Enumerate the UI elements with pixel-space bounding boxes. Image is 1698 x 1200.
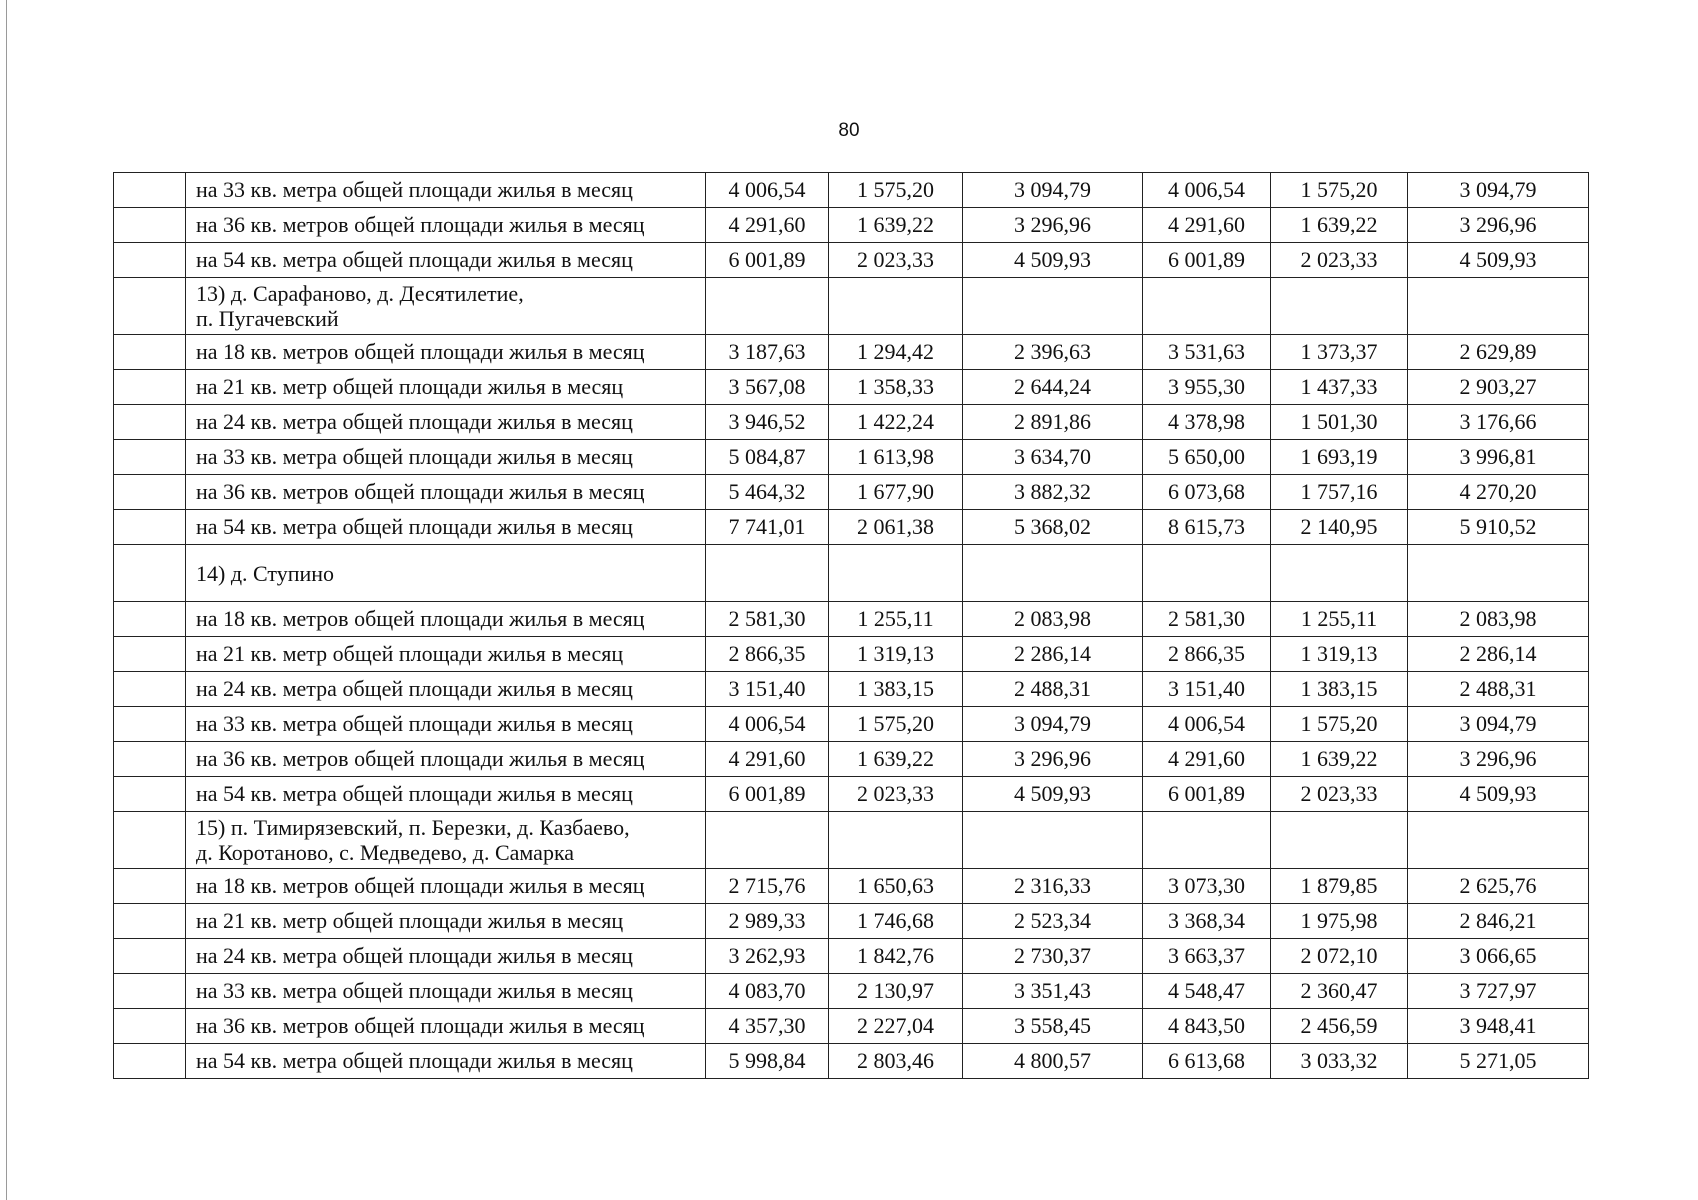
value-cell: 2 023,33	[829, 777, 963, 812]
value-cell: 3 066,65	[1408, 939, 1589, 974]
table-row	[114, 672, 1589, 707]
value-cell: 4 509,93	[963, 243, 1143, 278]
value-cell: 1 975,98	[1271, 904, 1408, 939]
value-cell: 6 001,89	[706, 777, 829, 812]
value-cell: 2 730,37	[963, 939, 1143, 974]
value-cell: 2 072,10	[1271, 939, 1408, 974]
row-index-cell	[114, 812, 186, 869]
value-cell: 3 094,79	[963, 707, 1143, 742]
tariff-table	[113, 172, 1589, 1079]
value-cell: 3 946,52	[706, 405, 829, 440]
section-title-line: 15) п. Тимирязевский, п. Березки, д. Казбаево,	[196, 815, 630, 840]
value-cell: 1 383,15	[1271, 672, 1408, 707]
scan-edge-line	[6, 0, 7, 1200]
row-label: на 24 кв. метра общей площади жилья в месяц	[186, 672, 706, 707]
table-row	[114, 173, 1589, 208]
value-cell: 4 006,54	[706, 173, 829, 208]
value-cell: 2 644,24	[963, 370, 1143, 405]
value-cell: 1 422,24	[829, 405, 963, 440]
value-cell: 4 843,50	[1143, 1009, 1271, 1044]
value-cell: 1 639,22	[1271, 742, 1408, 777]
value-cell: 4 378,98	[1143, 405, 1271, 440]
value-cell: 2 846,21	[1408, 904, 1589, 939]
value-cell: 2 715,76	[706, 869, 829, 904]
table-row	[114, 602, 1589, 637]
row-label: на 54 кв. метра общей площади жилья в месяц	[186, 243, 706, 278]
table-row	[114, 777, 1589, 812]
value-cell: 1 879,85	[1271, 869, 1408, 904]
value-cell: 1 575,20	[829, 173, 963, 208]
section-title-line: п. Пугачевский	[196, 306, 339, 331]
row-label: на 36 кв. метров общей площади жилья в месяц	[186, 475, 706, 510]
empty-value-cell	[1143, 545, 1271, 602]
value-cell: 4 800,57	[963, 1044, 1143, 1079]
row-index-cell	[114, 637, 186, 672]
value-cell: 2 316,33	[963, 869, 1143, 904]
value-cell: 1 757,16	[1271, 475, 1408, 510]
section-title-cell	[186, 545, 706, 602]
value-cell: 8 615,73	[1143, 510, 1271, 545]
value-cell: 3 151,40	[1143, 672, 1271, 707]
empty-value-cell	[829, 812, 963, 869]
value-cell: 6 001,89	[1143, 243, 1271, 278]
value-cell: 2 130,97	[829, 974, 963, 1009]
value-cell: 2 083,98	[1408, 602, 1589, 637]
table-row	[114, 370, 1589, 405]
empty-value-cell	[963, 545, 1143, 602]
row-index-cell	[114, 974, 186, 1009]
table-row	[114, 510, 1589, 545]
value-cell: 1 639,22	[1271, 208, 1408, 243]
value-cell: 4 509,93	[1408, 243, 1589, 278]
empty-value-cell	[1271, 545, 1408, 602]
value-cell: 3 351,43	[963, 974, 1143, 1009]
empty-value-cell	[706, 545, 829, 602]
row-index-cell	[114, 335, 186, 370]
value-cell: 2 866,35	[1143, 637, 1271, 672]
table-row	[114, 1044, 1589, 1079]
value-cell: 3 296,96	[963, 742, 1143, 777]
section-title-cell	[186, 278, 706, 335]
value-cell: 4 006,54	[706, 707, 829, 742]
empty-value-cell	[706, 812, 829, 869]
row-label: на 36 кв. метров общей площади жилья в месяц	[186, 1009, 706, 1044]
row-index-cell	[114, 243, 186, 278]
empty-value-cell	[706, 278, 829, 335]
value-cell: 2 629,89	[1408, 335, 1589, 370]
section-header-row	[114, 278, 1589, 335]
row-index-cell	[114, 777, 186, 812]
tariff-table-body	[114, 173, 1589, 1079]
section-title-line: 13) д. Сарафаново, д. Десятилетие,	[196, 281, 524, 306]
value-cell: 3 033,32	[1271, 1044, 1408, 1079]
value-cell: 4 291,60	[1143, 208, 1271, 243]
row-index-cell	[114, 1009, 186, 1044]
row-label: на 21 кв. метр общей площади жилья в месяц	[186, 370, 706, 405]
row-index-cell	[114, 869, 186, 904]
value-cell: 3 094,79	[963, 173, 1143, 208]
value-cell: 3 948,41	[1408, 1009, 1589, 1044]
value-cell: 3 634,70	[963, 440, 1143, 475]
value-cell: 1 501,30	[1271, 405, 1408, 440]
value-cell: 6 073,68	[1143, 475, 1271, 510]
value-cell: 2 581,30	[1143, 602, 1271, 637]
value-cell: 4 291,60	[1143, 742, 1271, 777]
value-cell: 2 456,59	[1271, 1009, 1408, 1044]
value-cell: 2 488,31	[963, 672, 1143, 707]
value-cell: 4 270,20	[1408, 475, 1589, 510]
value-cell: 1 319,13	[1271, 637, 1408, 672]
empty-value-cell	[1143, 278, 1271, 335]
section-title-line: д. Коротаново, с. Медведево, д. Самарка	[196, 840, 575, 865]
value-cell: 1 319,13	[829, 637, 963, 672]
value-cell: 3 151,40	[706, 672, 829, 707]
row-label: на 33 кв. метра общей площади жилья в месяц	[186, 974, 706, 1009]
empty-value-cell	[1408, 278, 1589, 335]
table-row	[114, 335, 1589, 370]
value-cell: 2 625,76	[1408, 869, 1589, 904]
value-cell: 2 140,95	[1271, 510, 1408, 545]
value-cell: 1 693,19	[1271, 440, 1408, 475]
value-cell: 2 803,46	[829, 1044, 963, 1079]
value-cell: 3 567,08	[706, 370, 829, 405]
value-cell: 2 396,63	[963, 335, 1143, 370]
value-cell: 3 882,32	[963, 475, 1143, 510]
value-cell: 4 006,54	[1143, 707, 1271, 742]
value-cell: 2 581,30	[706, 602, 829, 637]
value-cell: 4 357,30	[706, 1009, 829, 1044]
value-cell: 5 910,52	[1408, 510, 1589, 545]
value-cell: 1 294,42	[829, 335, 963, 370]
value-cell: 2 488,31	[1408, 672, 1589, 707]
value-cell: 3 094,79	[1408, 173, 1589, 208]
table-row	[114, 440, 1589, 475]
table-row	[114, 475, 1589, 510]
row-index-cell	[114, 602, 186, 637]
value-cell: 4 509,93	[1408, 777, 1589, 812]
value-cell: 3 262,93	[706, 939, 829, 974]
value-cell: 1 746,68	[829, 904, 963, 939]
row-index-cell	[114, 510, 186, 545]
table-row	[114, 405, 1589, 440]
value-cell: 4 291,60	[706, 208, 829, 243]
row-label: на 54 кв. метра общей площади жилья в месяц	[186, 1044, 706, 1079]
value-cell: 2 061,38	[829, 510, 963, 545]
row-index-cell	[114, 440, 186, 475]
table-row	[114, 208, 1589, 243]
table-row	[114, 1009, 1589, 1044]
value-cell: 1 437,33	[1271, 370, 1408, 405]
value-cell: 2 523,34	[963, 904, 1143, 939]
empty-value-cell	[1271, 278, 1408, 335]
value-cell: 1 575,20	[1271, 173, 1408, 208]
value-cell: 1 358,33	[829, 370, 963, 405]
value-cell: 1 255,11	[829, 602, 963, 637]
value-cell: 2 989,33	[706, 904, 829, 939]
value-cell: 3 368,34	[1143, 904, 1271, 939]
row-label: на 18 кв. метров общей площади жилья в месяц	[186, 602, 706, 637]
value-cell: 3 073,30	[1143, 869, 1271, 904]
value-cell: 2 891,86	[963, 405, 1143, 440]
row-index-cell	[114, 672, 186, 707]
value-cell: 3 955,30	[1143, 370, 1271, 405]
value-cell: 2 866,35	[706, 637, 829, 672]
value-cell: 5 271,05	[1408, 1044, 1589, 1079]
row-label: на 33 кв. метра общей площади жилья в месяц	[186, 173, 706, 208]
row-index-cell	[114, 405, 186, 440]
value-cell: 1 575,20	[829, 707, 963, 742]
table-row	[114, 637, 1589, 672]
row-index-cell	[114, 208, 186, 243]
value-cell: 3 727,97	[1408, 974, 1589, 1009]
value-cell: 2 286,14	[1408, 637, 1589, 672]
row-label: на 18 кв. метров общей площади жилья в месяц	[186, 869, 706, 904]
row-label: на 21 кв. метр общей площади жилья в месяц	[186, 904, 706, 939]
value-cell: 1 383,15	[829, 672, 963, 707]
row-label: на 33 кв. метра общей площади жилья в месяц	[186, 440, 706, 475]
value-cell: 2 227,04	[829, 1009, 963, 1044]
empty-value-cell	[1271, 812, 1408, 869]
value-cell: 6 001,89	[1143, 777, 1271, 812]
row-label: на 36 кв. метров общей площади жилья в месяц	[186, 208, 706, 243]
empty-value-cell	[963, 812, 1143, 869]
value-cell: 5 464,32	[706, 475, 829, 510]
value-cell: 2 360,47	[1271, 974, 1408, 1009]
value-cell: 3 187,63	[706, 335, 829, 370]
row-index-cell	[114, 278, 186, 335]
row-label: на 24 кв. метра общей площади жилья в месяц	[186, 939, 706, 974]
value-cell: 1 677,90	[829, 475, 963, 510]
value-cell: 5 998,84	[706, 1044, 829, 1079]
value-cell: 1 255,11	[1271, 602, 1408, 637]
row-label: на 21 кв. метр общей площади жилья в месяц	[186, 637, 706, 672]
value-cell: 2 903,27	[1408, 370, 1589, 405]
row-label: на 18 кв. метров общей площади жилья в месяц	[186, 335, 706, 370]
value-cell: 4 548,47	[1143, 974, 1271, 1009]
empty-value-cell	[1143, 812, 1271, 869]
row-index-cell	[114, 939, 186, 974]
value-cell: 1 650,63	[829, 869, 963, 904]
value-cell: 4 006,54	[1143, 173, 1271, 208]
value-cell: 5 368,02	[963, 510, 1143, 545]
row-label: на 24 кв. метра общей площади жилья в месяц	[186, 405, 706, 440]
value-cell: 4 083,70	[706, 974, 829, 1009]
row-label: на 33 кв. метра общей площади жилья в месяц	[186, 707, 706, 742]
value-cell: 4 291,60	[706, 742, 829, 777]
value-cell: 1 613,98	[829, 440, 963, 475]
value-cell: 2 023,33	[1271, 777, 1408, 812]
value-cell: 2 286,14	[963, 637, 1143, 672]
row-label: на 54 кв. метра общей площади жилья в месяц	[186, 777, 706, 812]
section-title-cell	[186, 812, 706, 869]
value-cell: 3 176,66	[1408, 405, 1589, 440]
value-cell: 6 001,89	[706, 243, 829, 278]
row-index-cell	[114, 707, 186, 742]
value-cell: 1 639,22	[829, 742, 963, 777]
section-title-line: 14) д. Ступино	[196, 560, 335, 586]
value-cell: 1 842,76	[829, 939, 963, 974]
section-header-row	[114, 545, 1589, 602]
value-cell: 1 373,37	[1271, 335, 1408, 370]
table-row	[114, 869, 1589, 904]
value-cell: 2 023,33	[1271, 243, 1408, 278]
empty-value-cell	[1408, 545, 1589, 602]
row-label: на 54 кв. метра общей площади жилья в месяц	[186, 510, 706, 545]
row-index-cell	[114, 370, 186, 405]
value-cell: 5 650,00	[1143, 440, 1271, 475]
table-row	[114, 707, 1589, 742]
row-index-cell	[114, 173, 186, 208]
row-index-cell	[114, 475, 186, 510]
row-index-cell	[114, 1044, 186, 1079]
value-cell: 3 094,79	[1408, 707, 1589, 742]
table-row	[114, 939, 1589, 974]
row-index-cell	[114, 742, 186, 777]
page-number: 80	[838, 120, 860, 141]
row-index-cell	[114, 904, 186, 939]
empty-value-cell	[829, 278, 963, 335]
empty-value-cell	[1408, 812, 1589, 869]
section-header-row	[114, 812, 1589, 869]
table-row	[114, 742, 1589, 777]
row-index-cell	[114, 545, 186, 602]
value-cell: 3 296,96	[1408, 742, 1589, 777]
value-cell: 3 663,37	[1143, 939, 1271, 974]
value-cell: 1 639,22	[829, 208, 963, 243]
value-cell: 3 531,63	[1143, 335, 1271, 370]
empty-value-cell	[829, 545, 963, 602]
value-cell: 3 996,81	[1408, 440, 1589, 475]
table-row	[114, 904, 1589, 939]
table-row	[114, 243, 1589, 278]
value-cell: 3 296,96	[1408, 208, 1589, 243]
empty-value-cell	[963, 278, 1143, 335]
value-cell: 3 296,96	[963, 208, 1143, 243]
value-cell: 5 084,87	[706, 440, 829, 475]
value-cell: 7 741,01	[706, 510, 829, 545]
value-cell: 2 083,98	[963, 602, 1143, 637]
value-cell: 2 023,33	[829, 243, 963, 278]
value-cell: 3 558,45	[963, 1009, 1143, 1044]
row-label: на 36 кв. метров общей площади жилья в месяц	[186, 742, 706, 777]
value-cell: 1 575,20	[1271, 707, 1408, 742]
table-row	[114, 974, 1589, 1009]
value-cell: 4 509,93	[963, 777, 1143, 812]
value-cell: 6 613,68	[1143, 1044, 1271, 1079]
